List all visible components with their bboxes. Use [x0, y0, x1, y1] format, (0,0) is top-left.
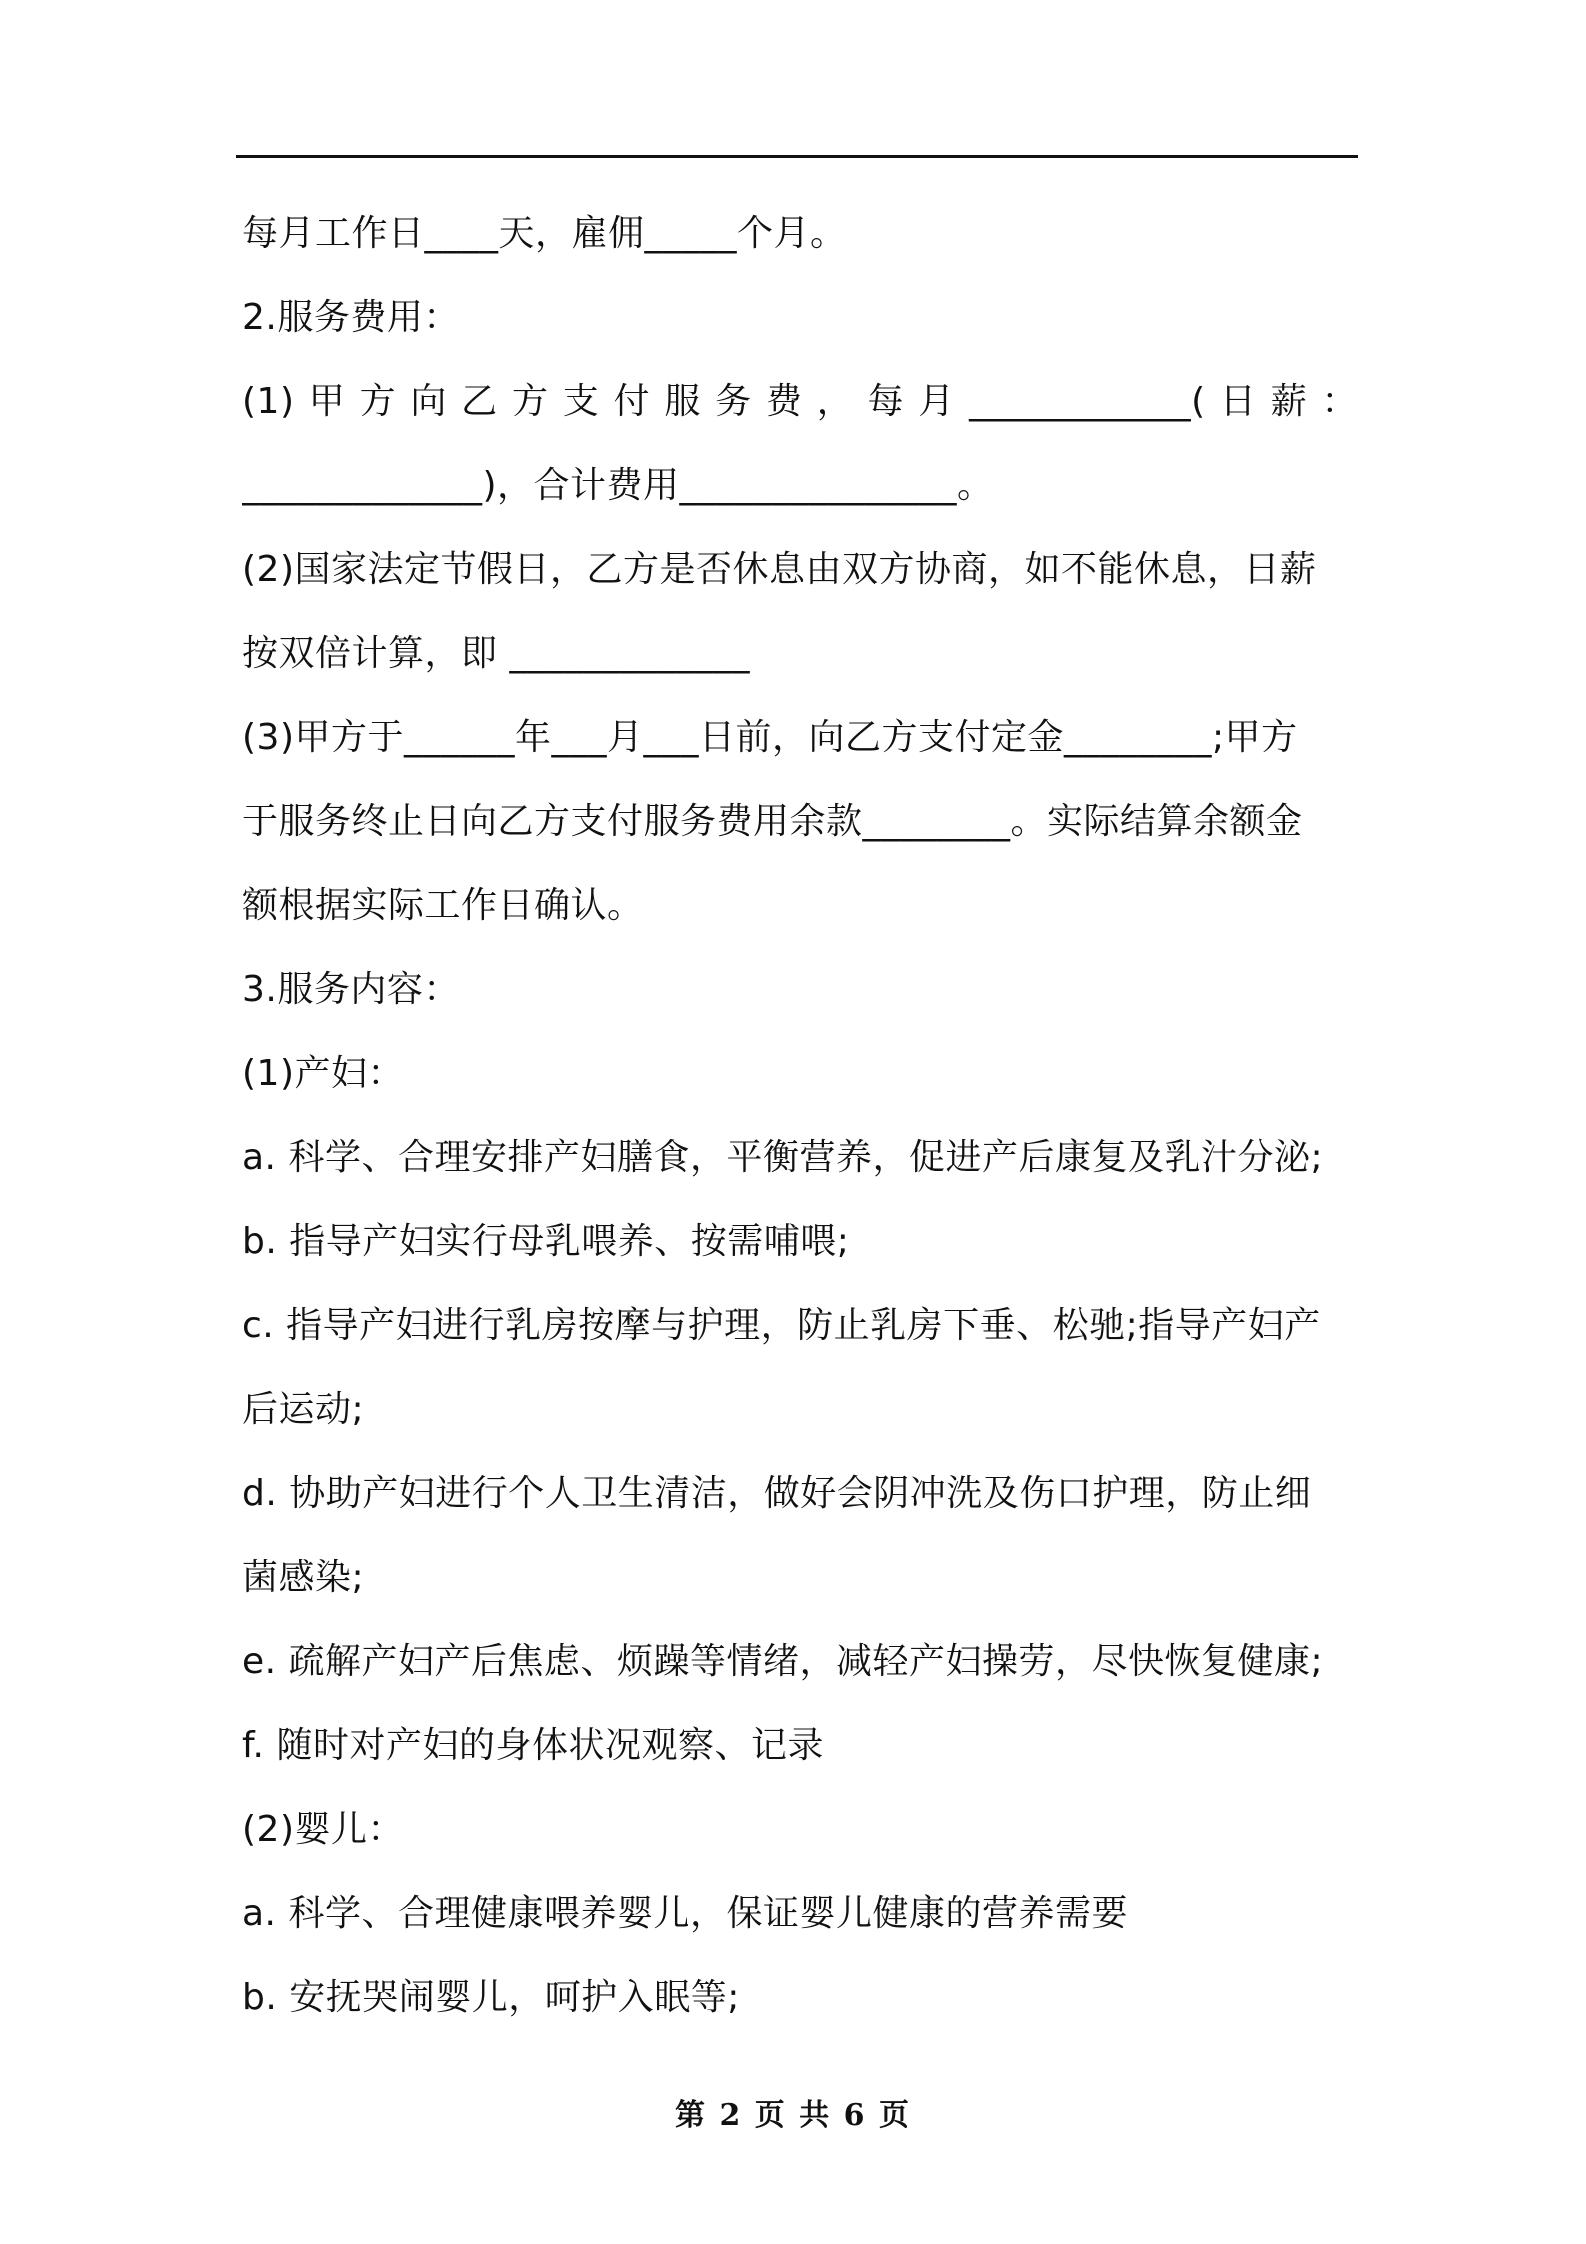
header-rule	[236, 155, 1358, 158]
subsection-heading-baby: (2)婴儿：	[242, 1809, 404, 1850]
list-item: d. 协助产妇进行个人卫生清洁，做好会阴冲洗及伤口护理，防止细	[242, 1473, 1312, 1514]
section-heading-fees: 2.服务费用：	[242, 297, 460, 338]
text-line: (3)甲方于______年___月___日前，向乙方支付定金________;甲方	[242, 717, 1298, 758]
text-line: (2)国家法定节假日，乙方是否休息由双方协商，如不能休息，日薪	[242, 549, 1317, 590]
list-item: a. 科学、合理安排产妇膳食，平衡营养，促进产后康复及乳汁分泌;	[242, 1137, 1324, 1178]
list-item-continuation: 菌感染;	[242, 1557, 365, 1598]
text-line: 每月工作日____天，雇佣_____个月。	[242, 213, 847, 254]
page-number-footer: 第 2 页 共 6 页	[675, 2098, 911, 2133]
list-item: c. 指导产妇进行乳房按摩与护理，防止乳房下垂、松驰;指导产妇产	[242, 1305, 1321, 1346]
text-line: 按双倍计算，即 _____________	[242, 633, 750, 674]
section-heading-services: 3.服务内容：	[242, 969, 460, 1010]
list-item: e. 疏解产妇产后焦虑、烦躁等情绪，减轻产妇操劳，尽快恢复健康;	[242, 1641, 1324, 1682]
list-item: b. 指导产妇实行母乳喂养、按需哺喂;	[242, 1221, 850, 1262]
list-item: f. 随时对产妇的身体状况观察、记录	[242, 1725, 824, 1766]
text-line: _____________)，合计费用_______________。	[242, 465, 994, 506]
subsection-heading-mother: (1)产妇：	[242, 1053, 404, 1094]
text-line: 于服务终止日向乙方支付服务费用余款________。实际结算余额金	[242, 801, 1303, 842]
list-item-continuation: 后运动;	[242, 1389, 365, 1430]
list-item: b. 安抚哭闹婴儿，呵护入眠等;	[242, 1977, 740, 2018]
text-line: 额根据实际工作日确认。	[242, 885, 644, 926]
document-body	[242, 192, 1358, 2040]
list-item: a. 科学、合理健康喂养婴儿，保证婴儿健康的营养需要	[242, 1893, 1128, 1934]
text-line: (1)甲方向乙方支付服务费，每月____________(日薪：	[242, 381, 1358, 422]
